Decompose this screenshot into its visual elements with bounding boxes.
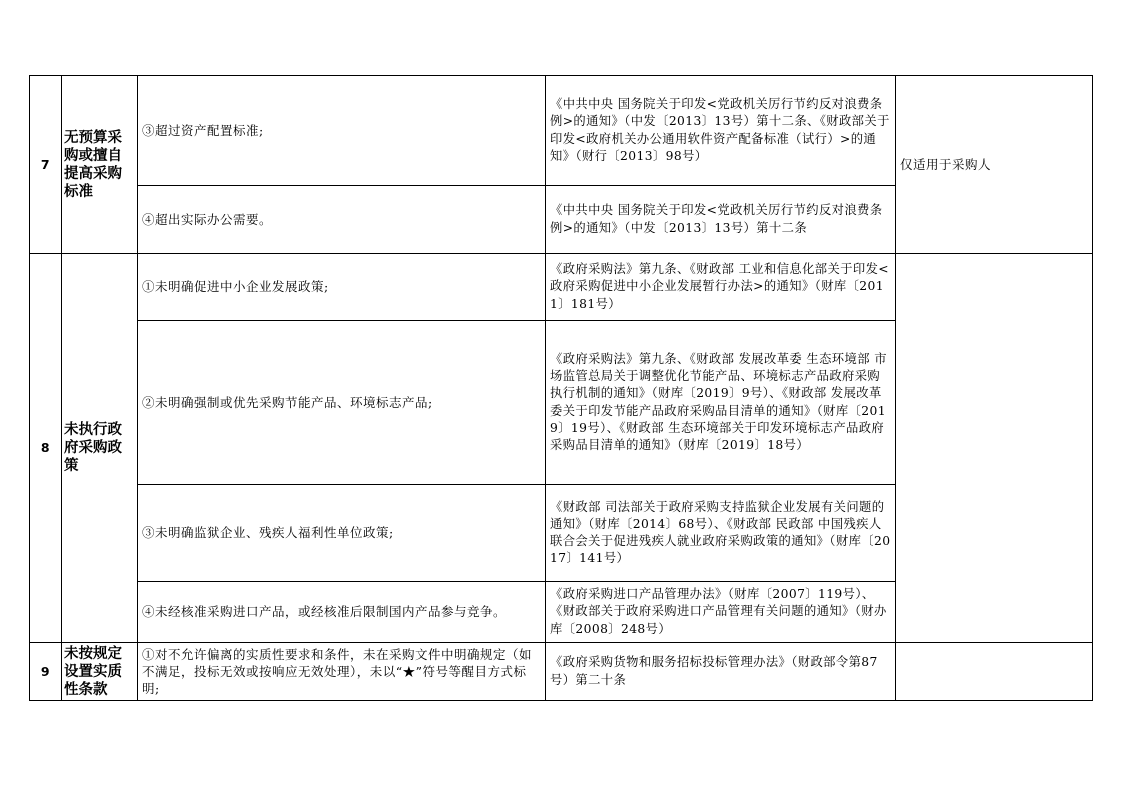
basis-cell: 《中共中央 国务院关于印发<党政机关厉行节约反对浪费条例>的通知》（中发〔2013〕13号）第十二条、《财政部关于印发<政府机关办公通用软件资产配备标准（试行）>的通知》（财行〔2013〕98号） <box>546 76 896 186</box>
requirements-table <box>29 75 1093 701</box>
category-cell: 无预算采购或擅自提高采购标准 <box>62 76 138 254</box>
basis-cell: 《中共中央 国务院关于印发<党政机关厉行节约反对浪费条例>的通知》（中发〔2013〕13号）第十二条 <box>546 186 896 254</box>
category-cell: 未按规定设置实质性条款 <box>62 643 138 701</box>
category-cell: 未执行政府采购政策 <box>62 254 138 643</box>
description-cell: ③超过资产配置标准; <box>138 76 546 186</box>
row-number: 9 <box>30 643 62 701</box>
basis-cell: 《政府采购法》第九条、《财政部 发展改革委 生态环境部 市场监管总局关于调整优化节能产品、环境标志产品政府采购执行机制的通知》（财库〔2019〕9号）、《财政部 发展改革委关于印发节能产品政府采购品目清单的通知》（财库〔2019〕19号）、《财政部 生态环境部关于印发环境标志产品政府采购品目清单的通知》（财库〔2019〕18号） <box>546 321 896 485</box>
description-cell: ④超出实际办公需要。 <box>138 186 546 254</box>
table-row <box>30 76 1093 186</box>
description-cell: ①对不允许偏离的实质性要求和条件，未在采购文件中明确规定（如不满足，投标无效或按响应无效处理），未以“★”符号等醒目方式标明; <box>138 643 546 701</box>
basis-cell: 《政府采购货物和服务招标投标管理办法》（财政部令第87号）第二十条 <box>546 643 896 701</box>
note-cell <box>896 254 1093 643</box>
basis-cell: 《财政部 司法部关于政府采购支持监狱企业发展有关问题的通知》（财库〔2014〕68号）、《财政部 民政部 中国残疾人联合会关于促进残疾人就业政府采购政策的通知》（财库〔2017〕141号） <box>546 485 896 582</box>
table-row <box>30 254 1093 321</box>
description-cell: ①未明确促进中小企业发展政策; <box>138 254 546 321</box>
table-row <box>30 643 1093 701</box>
description-cell: ②未明确强制或优先采购节能产品、环境标志产品; <box>138 321 546 485</box>
basis-cell: 《政府采购进口产品管理办法》（财库〔2007〕119号）、《财政部关于政府采购进口产品管理有关问题的通知》（财办库〔2008〕248号） <box>546 582 896 643</box>
description-cell: ③未明确监狱企业、残疾人福利性单位政策; <box>138 485 546 582</box>
basis-cell: 《政府采购法》第九条、《财政部 工业和信息化部关于印发<政府采购促进中小企业发展暂行办法>的通知》（财库〔2011〕181号） <box>546 254 896 321</box>
row-number: 8 <box>30 254 62 643</box>
note-cell <box>896 643 1093 701</box>
row-number: 7 <box>30 76 62 254</box>
note-cell: 仅适用于采购人 <box>896 76 1093 254</box>
description-cell: ④未经核准采购进口产品，或经核准后限制国内产品参与竞争。 <box>138 582 546 643</box>
